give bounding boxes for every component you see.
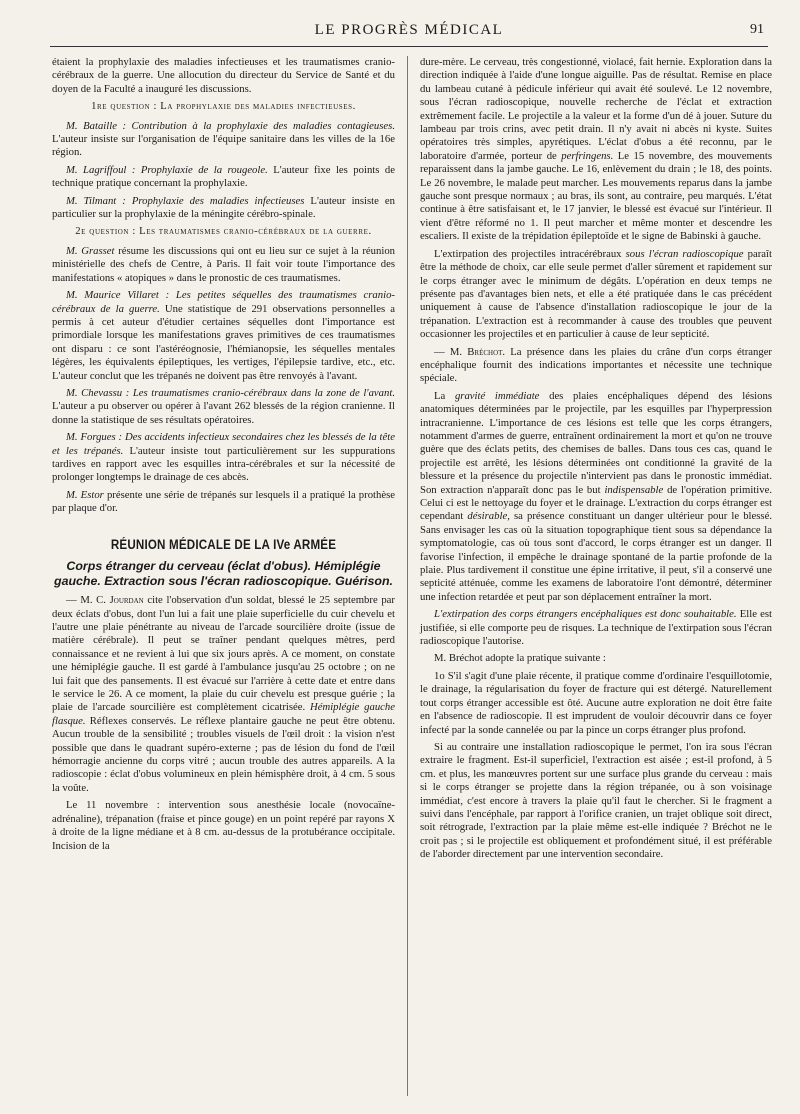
paragraph: M. Lagriffoul : Prophylaxie de la rougeole. L'auteur fixe les points de technique pratique concernant la prophylaxie. xyxy=(52,163,395,190)
left-column xyxy=(52,56,395,857)
citation: M. Chevassu : Les traumatismes cranio-cérébraux dans la zone de l'avant. xyxy=(66,386,395,399)
author-name: Jourdan xyxy=(109,594,144,607)
journal-title: LE PROGRÈS MÉDICAL xyxy=(314,22,504,38)
paragraph: L'extirpation des projectiles intracérébraux sous l'écran radioscopique paraît être la méthode de choix, car elle seule permet d'aller sûrement et rapidement sur le corps étranger avec le minimum de dégâts. L'opération en deux temps ne présente pas d'avantages bien nets, et elle a été pratiquée dans le cas précédent uniquement à cause de l'absence d'installation radioscopique le jour de la trépanation. L'extraction est à recommander à cause des troubles que peuvent occasionner les projectiles et en particulier à cause de leur septicité. xyxy=(420,247,772,341)
paragraph: — M. C. Jourdan cite l'observation d'un soldat, blessé le 25 septembre par deux éclats d'obus, dont l'un lui a fait une plaie superficielle du cuir chevelu et l'autre une plaie pénétrante au niveau de l'arcade sourcilière droite (issue de matière cérébrale). Il peut se traîner pendant quelques mètres, perd connaissance et ne revient à lui que six jours après. A ce moment, on constate une hémiplégie gauche. Il est gardé à l'ambulance jusqu'au 25 octobre ; on ne lui fait que des pansements. Il est évacué sur l'arrière à cette date et entre dans le service le 26. A ce moment, la plaie du cuir chevelu est presque guérie ; la plaie de l'arcade sourcilière est complètement cicatrisée. Hémiplégie gauche flasque. Réflexes conservés. Le réflexe plantaire gauche ne peut être obtenu. Aucun trouble de la sensibilité ; troubles visuels de l'œil droit : la vision n'est possible que dans le quadrant supéro-externe ; pas de lésion du fond de l'œil hémorragie ancienne du corps vitré ; aucun trouble des autres appareils. A la radioscopie : éclat d'obus volumineux en plein hémisphère droit, à 4 cm. 5 sous la voûte. xyxy=(52,594,395,794)
citation: M. Forgues : Des accidents infectieux secondaires chez les blessés de la tête et les trépanés. xyxy=(52,431,395,457)
question-heading-2: 2e question : Les traumatismes cranio-cérébraux de la guerre. xyxy=(75,226,372,238)
running-header xyxy=(50,22,768,44)
citation: M. Maurice Villaret : Les petites séquelles des traumatismes cranio-cérébraux de la guerre. xyxy=(52,289,395,315)
right-column xyxy=(420,56,772,866)
header-rule xyxy=(50,46,768,47)
paragraph: M. Bataille : Contribution à la prophylaxie des maladies contagieuses. L'auteur insiste sur l'organisation de l'équipe sanitaire dans les villes de la 16e région. xyxy=(52,119,395,159)
paragraph: M. Forgues : Des accidents infectieux secondaires chez les blessés de la tête et les trépanés. L'auteur insiste tout particulièrement sur les suppurations tardives en rapport avec les esquilles intra-cérébrales et sur la nécessité de prolonger longtemps le drainage de ces abcès. xyxy=(52,431,395,484)
paragraph: — M. Bréchot. La présence dans les plaies du crâne d'un corps étranger encéphalique fournit des indications importantes et nécessite une technique spéciale. xyxy=(420,345,772,385)
question-heading-1: 1re question : La prophylaxie des maladies infectieuses. xyxy=(91,101,356,113)
paragraph: M. Chevassu : Les traumatismes cranio-cérébraux dans la zone de l'avant. L'auteur a pu observer ou opérer à l'avant 262 blessés de la région cranienne. Il donne la statistique de ses résultats opératoires. xyxy=(52,386,395,426)
citation: M. Estor xyxy=(66,488,104,501)
citation: M. Lagriffoul : Prophylaxie de la rougeole. xyxy=(66,163,268,176)
paragraph: M. Tilmant : Prophylaxie des maladies infectieuses L'auteur insiste en particulier sur la prophylaxie de la méningite cérébro-spinale. xyxy=(52,194,395,221)
paragraph: Le 11 novembre : intervention sous anesthésie locale (novocaïne-adrénaline), trépanation (fraise et pince gouge) en un point repéré par rayons X à droite de la ligne médiane et à 8 cm. au-dessus de la protubérance occipitale. Incision de la xyxy=(52,799,395,852)
paragraph: Si au contraire une installation radioscopique le permet, l'on ira sous l'écran extraire le fragment. Est-il superficiel, l'extraction est aisée ; est-il profond, à 5 cm. et plus, les manœuvres portent sur une surface plus grande du cerveau : mais si le corps étranger se projette dans la région trépanée, ou à son voisinage immédiat, c'est encore à travers la plaie qu'il faut le chercher. Si le fragment a suivi dans l'encéphale, par rapport à l'orifice cranien, un trajet oblique soit direct, soit rétrograde, l'extraction par la plaie même est-elle indiquée ? Bréchot ne le croit pas ; si le projectile est obliquement et profondément situé, il est préférable de l'aborder directement par une intervention secondaire. xyxy=(420,740,772,861)
section-heading: RÉUNION MÉDICALE DE LA IVe ARMÉE xyxy=(110,536,337,552)
paragraph: L'extirpation des corps étrangers encéphaliques est donc souhaitable. Elle est justifiée, si elle comporte peu de risques. La technique de l'extirpation sous l'écran radioscopique l'autorise. xyxy=(420,608,772,648)
paragraph: M. Maurice Villaret : Les petites séquelles des traumatismes cranio-cérébraux de la guerre. Une statistique de 291 observations personnelles a permis à cet auteur d'étudier certaines séquelles dont l'importance est primordiale lorsque les manifestations graves primitives de ces traumatismes ont disparu : ce sont l'astéréognosie, l'hémianopsie, les séquelles mentales légères, les équivalents épileptiques, les vertiges, l'épilepsie tardive, etc., etc. L'auteur conclut que les trépanés ne doivent pas être renvoyés à l'avant. xyxy=(52,289,395,382)
citation: M. Bataille : Contribution à la prophylaxie des maladies contagieuses. xyxy=(66,119,395,132)
column-divider xyxy=(407,56,408,1096)
author-name: Bréchot. xyxy=(467,345,506,358)
paragraph: 1o S'il s'agit d'une plaie récente, il pratique comme d'ordinaire l'esquillotomie, le drainage, la régularisation du foyer de fracture qui est détergé. Naturellement tout corps étranger accessible est ôté. Aucune autre exploration ne doit être faite en l'absence de radioscopie. Il est imprudent de vouloir découvrir dans ce foyer infecté par la sonde cannelée ou par la pince un corps étranger plus profond. xyxy=(420,669,772,736)
paragraph: M. Grasset résume les discussions qui ont eu lieu sur ce sujet à la réunion ministérielle des chefs de Centre, à Paris. Il fait voir toute l'importance des manifestations « atopiques » dans le pronostic de ces traumatismes. xyxy=(52,244,396,284)
citation: M. Grasset xyxy=(66,244,115,257)
citation: M. Tilmant : Prophylaxie des maladies infectieuses xyxy=(66,194,305,207)
paragraph: M. Bréchot adopte la pratique suivante : xyxy=(434,652,606,665)
page-number: 91 xyxy=(750,22,764,37)
paragraph: La gravité immédiate des plaies encéphaliques dépend des lésions anatomiques déterminées par le projectile, par les esquilles par l'hyperpression intracranienne. L'importance de ces lésions est telle que les corps étrangers, notamment d'armes de guerre, entraînent ordinairement la mort et qu'on ne trouve guère que des éclats petits, des chemises de balles. Dans tous ces cas, quand le projectile est arrêté, les lésions déterminées ont conditionné la gravité de la blessure et la présence du projectile n'intervient pas dans le pronostic immédiat. Son extraction n'apparaît donc pas le but indispensable de l'opération primitive. Celui ci est le nettoyage du foyer et le drainage. L'extraction du corps étranger est cependant désirable, sa présence constituant un danger ultérieur pour le blessé. Sans envisager les cas où la situation topographique tient sous sa dépendance la symptomatologie, cas où tous sont d'accord, le corps étranger est un danger. Il favorise l'infection, il empêche le drainage spontané de la partie profonde de la plaie. Plus tardivement il constitue une épine irritative, il peut, s'il a conservé une septicité atténuée, comme les examens de laboratoire l'ont démontré, déterminer une infection retardée et peut par son déplacement entraîner la mort. xyxy=(420,389,773,603)
paragraph: M. Estor présente une série de trépanés sur lesquels il a pratiqué la prothèse par plaque d'or. xyxy=(52,488,395,515)
paragraph: étaient la prophylaxie des maladies infectieuses et les traumatismes cranio-cérébraux de la guerre. Une allocution du directeur du Service de Santé et du doyen de la Faculté a inauguré les discussions. xyxy=(52,56,395,95)
article-subtitle: Corps étranger du cerveau (éclat d'obus). Hémiplégie gauche. Extraction sous l'écran radioscopique. Guérison. xyxy=(54,559,393,588)
paragraph: dure-mère. Le cerveau, très congestionné, violacé, fait hernie. Exploration dans la direction indiquée à l'aide d'une longue aiguille. Pas de résultat. Remise en place du lambeau cutané à pédicule inférieur qui avait été soulevé. Le 12 novembre, sous l'écran radioscopique, nouvelle recherche de l'éclat et extraction extrêmement facile. Le projectile a la valeur et la forme d'un dé à jouer. Suture du lambeau par trois crins, avec petit drain. Il n'y avait ni abcès ni kyste. Suites opératoires très simples, apyrétiques. L'éclat d'obus a été reconnu, par le laboratoire d'armée, porteur de perfringens. Le 15 novembre, des mouvements reparaissent dans la jambe gauche. Le 16, enlèvement du drain ; le 18, des points. Le 26 novembre, le malade peut marcher. Les mouvements reparus dans la jambe gauche sont presque normaux ; au bras, ils sont, au contraire, peu marqués. L'état continue à être satisfaisant et, le 17 janvier, le blessé est évacué sur l'intérieur. Il vient d'être réformé no 1. Il peut marcher et même monter et descendre les escaliers. Il existe de la trépidation épileptoïde et le signe de Babinski à gauche. xyxy=(420,56,772,243)
